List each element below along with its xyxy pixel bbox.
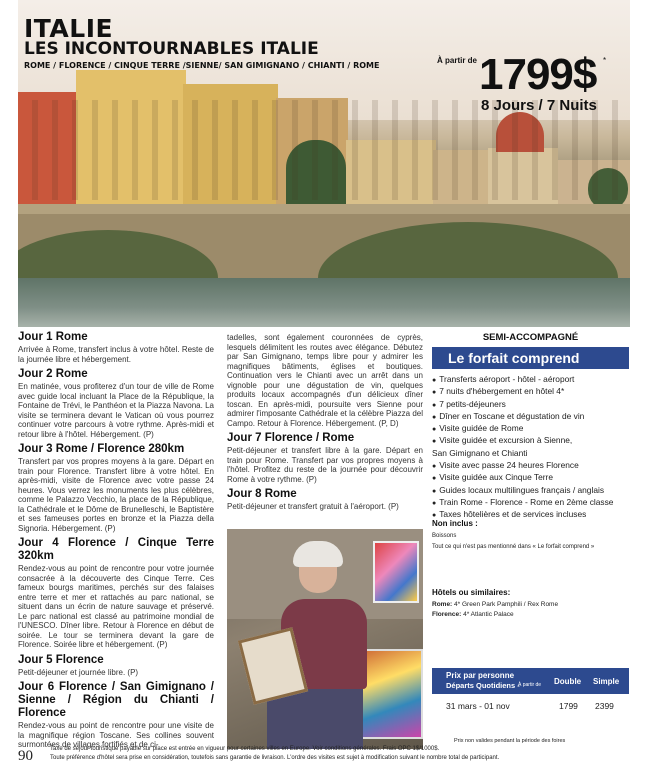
included-item: ● Transferts aéroport - hôtel - aéroport xyxy=(432,374,632,386)
included-item: ● Train Rome - Florence - Rome en 2ème classe xyxy=(432,497,632,509)
painter-hair xyxy=(293,541,343,567)
day-text: Transfert par vos propres moyens à la gare. Départ en train pour Florence. Transfert libre à votre hôtel. En après-midi, visite de Florence avec votre passe 24 heures. Vous verrez les monuments les plus célèbres, comme le Palazzo Vecchio, la place de la République, la Cathédrale et le Dôme de Brunelleschi, le Baptistère et ses fameuses portes en bronze et la Piazza della Signoria. Hébergement. (P) xyxy=(18,457,214,533)
day-title: Jour 1 Rome xyxy=(18,331,88,343)
price-from-label: À partir de xyxy=(437,56,478,65)
itinerary-day xyxy=(18,654,214,678)
included-item: ● Visite guidée de Rome xyxy=(432,423,632,435)
day-title: Jour 3 Rome / Florence 280km xyxy=(18,443,185,455)
tour-route: ROME / FLORENCE / CINQUE TERRE /SIENNE/ SAN GIMIGNANO / CHIANTI / ROME xyxy=(24,61,380,70)
day-text: Petit-déjeuner et transfert libre à la gare. Départ en train pour Rome. Transfert par vos propres moyens à l'hôtel. Profitez du reste de la journée pour découvrir Rome à votre rythme. (P) xyxy=(227,446,423,484)
included-item: ● Visite avec passe 24 heures Florence xyxy=(432,460,632,472)
hotel-name: 4* Atlantic Palace xyxy=(463,611,514,618)
included-item: ● Visite guidée et excursion à Sienne, xyxy=(432,435,632,447)
price-headline: 1799$ xyxy=(479,50,597,99)
page-number: 90 xyxy=(18,748,33,764)
bridge-arch xyxy=(318,222,618,278)
day-title: Jour 6 Florence / San Gimignano / Sienne / Région du Chianti / Florence xyxy=(18,681,214,719)
painter-lap xyxy=(267,689,363,749)
included-item: ● 7 nuits d'hébergement en hôtel 4* xyxy=(432,386,632,398)
river xyxy=(18,278,630,327)
price-asterisk: * xyxy=(603,56,607,65)
itinerary-day xyxy=(18,681,214,750)
hotel-name: 4* Green Park Pamphili / Rex Rome xyxy=(454,601,559,608)
price-simple: 2399 xyxy=(595,701,614,711)
price-table xyxy=(432,668,629,716)
bridge xyxy=(18,208,630,278)
included-item: ● Dîner en Toscane et dégustation de vin xyxy=(432,411,632,423)
itinerary-day xyxy=(18,368,214,439)
day-text: Rendez-vous au point de rencontre pour votre journée consacrée à la découverte des Cinque Terre. Ces fameux bourgs maritimes, perchés sur des falaises entre terre et mer et rattachés au parc national, se situent dans un écrin de nature sauvage et préservé. Le parc national est classé au patrimoine mondial de l'UNESCO. Dîner libre. Retour à Florence en début de soirée. Le tour se terminera devant la gare de Florence. Soirée libre et hébergement. (P) xyxy=(18,564,214,649)
day-text: En matinée, vous profiterez d'un tour de ville de Rome avec guide local incluant la Place de la République, la Fontaine de Trévi, le Panthéon et la Piazza Navona. La visite se terminera devant le Vatican où vous pourrez continuer votre parcours à votre rythme. Après-midi et retour libre à l'hôtel. Hébergement. (P) xyxy=(18,382,214,439)
day-title: Jour 5 Florence xyxy=(18,653,104,666)
included-item: ● 7 petits-déjeuners xyxy=(432,399,632,411)
itinerary-column-left xyxy=(18,331,214,750)
hotel-city: Rome: xyxy=(432,601,453,608)
bridge-parapet xyxy=(18,204,630,214)
footer-note: Toute préférence d'hôtel sera prise en considération, toutefois sans garantie de livraison. L'ordre des visites est sujet à modification suivant le nombre total de participant. xyxy=(50,755,500,761)
day-title: Jour 7 Florence / Rome xyxy=(227,432,355,444)
painting xyxy=(373,541,419,603)
tour-duration: 8 Jours / 7 Nuits xyxy=(481,97,597,114)
package-heading: Le forfait comprend xyxy=(432,347,629,369)
day-text: Rendez-vous au point de rencontre pour une visite de la magnifique région Toscane. Ses collines souvent surmontées de villages fortifiés et de ci- xyxy=(18,721,214,749)
hotel-city: Florence: xyxy=(432,611,462,618)
building-windows xyxy=(18,100,630,200)
price-note: Prix non valides pendant la période des foires xyxy=(454,738,566,744)
day-title: Jour 2 Rome xyxy=(18,368,88,380)
not-included-item: Boissons xyxy=(432,533,457,539)
day-text: Petit-déjeuner et journée libre. (P) xyxy=(18,667,139,677)
simple-header: Simple xyxy=(593,677,620,686)
day-text: Arrivée à Rome, transfert inclus à votre hôtel. Reste de la journée libre et hébergement. xyxy=(18,345,214,364)
price-double: 1799 xyxy=(559,701,578,711)
day-text: Petit-déjeuner et transfert gratuit à l'aéroport. (P) xyxy=(227,502,399,511)
itinerary-day xyxy=(227,432,423,484)
price-row xyxy=(432,694,629,716)
day-title: Jour 4 Florence / Cinque Terre 320km xyxy=(18,537,214,562)
day-title: Jour 8 Rome xyxy=(227,488,297,500)
price-dates: 31 mars - 01 nov xyxy=(446,701,510,711)
tour-title: LES INCONTOURNABLES ITALIE xyxy=(24,39,319,59)
included-item: ● Guides locaux multilingues français / anglais xyxy=(432,485,632,497)
included-item: ● Visite guidée aux Cinque Terre xyxy=(432,472,632,484)
from-label: À partir de xyxy=(518,682,542,688)
included-item: San Gimignano et Chianti xyxy=(432,447,528,458)
itinerary-day xyxy=(227,333,423,428)
itinerary-day xyxy=(18,443,214,533)
itinerary-day xyxy=(18,537,214,650)
hotel-rome xyxy=(432,601,558,608)
itinerary-day xyxy=(227,488,423,512)
bridge-arch xyxy=(18,230,218,278)
price-per-person-label: Prix par personne xyxy=(446,671,515,680)
departures-label: Départs Quotidiens - xyxy=(446,681,520,690)
package-type: SEMI-ACCOMPAGNÉ xyxy=(482,332,579,343)
hotel-florence xyxy=(432,611,514,618)
not-included-item: Tout ce qui n'est pas mentionné dans « Le forfait comprend » xyxy=(432,544,595,550)
country-title: ITALIE xyxy=(24,14,114,43)
included-item: ● Taxes hôtelières et de services incluses xyxy=(432,509,632,521)
included-list xyxy=(432,374,632,522)
double-header: Double xyxy=(554,677,582,686)
price-table-header xyxy=(432,668,629,694)
painter-photo xyxy=(227,529,423,749)
not-included-heading: Non inclus : xyxy=(432,519,478,528)
hotels-heading: Hôtels ou similaires: xyxy=(432,588,511,597)
itinerary-column-right xyxy=(227,332,423,512)
footer-note: Taxe de séjour touristique payable sur place est entrée en vigueur pour certaines villes en Europe. Voir conditions générales. Frais OPC 1$/1000$. xyxy=(50,746,440,752)
itinerary-day xyxy=(18,331,214,364)
day-text: tadelles, sont également couronnées de cyprès, lesquels délimitent les routes avec élégance. Débutez par San Gimignano, temps libre pour y admirer les magnifiques bâtiments, églises et boutiques. Continuation vers le Chianti avec un arrêt dans un vignoble pour une dégustation de vin, quelques produits locaux accompagnés d'un délicieux dîner toscan. En après-midi, poursuite vers Sienne pour admirer l'imposante Cathédrale et la célèbre Piazza del Campo. Retour à Florence. Hébergement. (P, D) xyxy=(227,333,423,428)
